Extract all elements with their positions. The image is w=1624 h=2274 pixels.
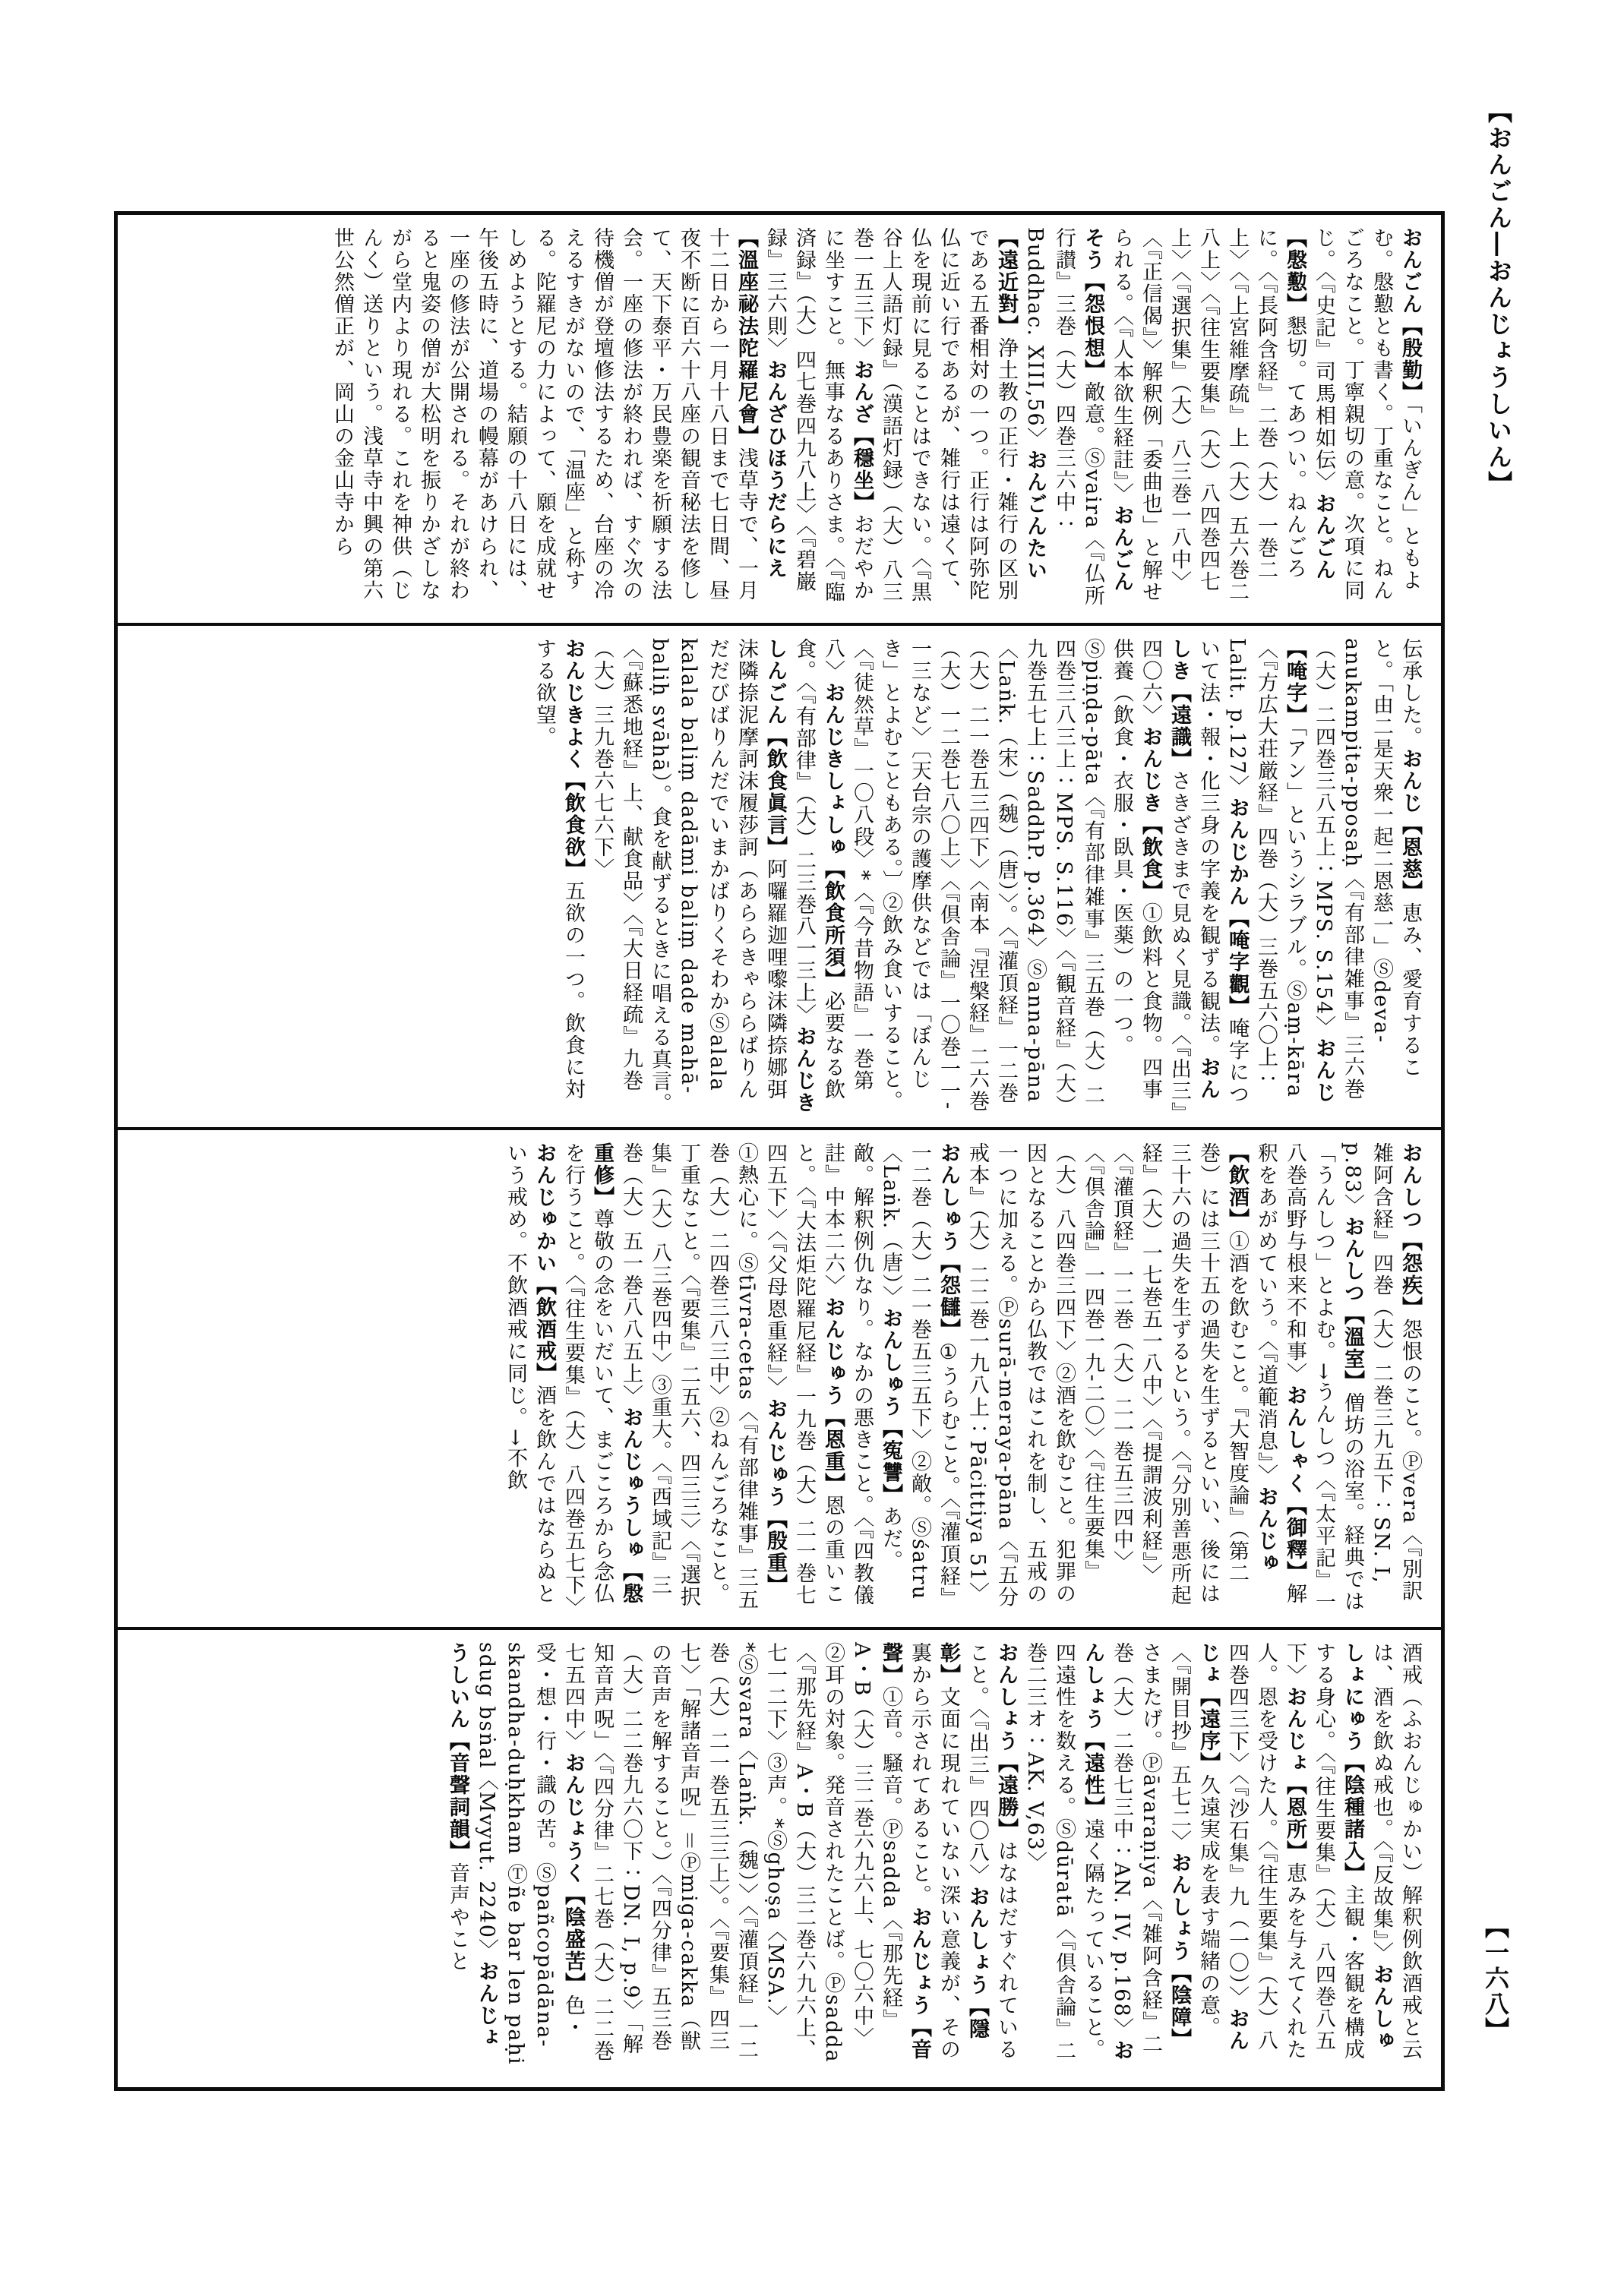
- entry-headword: おんじ【恩慈】: [1398, 748, 1422, 902]
- entry-body: 必要なる飲食。〈『有部律』（大）二三巻八一三上〉: [792, 638, 845, 1101]
- entry-body: 音声やこと: [446, 1862, 469, 1972]
- entry-body: 唵字について法・報・化三身の字義を観ずる観法。: [1196, 638, 1249, 1106]
- entry-headword: おんごん【慇懃】: [1283, 227, 1335, 581]
- entry-body: 久遠実成を表す端緒の意。〈『開目抄』五七二〉: [1167, 1642, 1220, 2039]
- entry-headword: おんじゅう【殷重】: [763, 1398, 787, 1597]
- entry-body: 怨恨のこと。Ⓟvera〈『別訳雑阿含経』四巻（大）二巻三九五下：SN. I, p.83〉: [1341, 1142, 1422, 1603]
- entry-headword: おんざ【穩坐】: [850, 359, 874, 513]
- entry-headword: おんしゅしょにゅう【陰種諸入】: [1341, 1642, 1393, 2052]
- entry-headword: おんじゅう【恩重】: [821, 1296, 845, 1495]
- entry-headword: おんしゅう【怨讎】: [937, 1142, 960, 1341]
- entry-headword: おんしょう【隱彰】: [937, 1642, 989, 2040]
- entry-body: おだやかに坐すこと。無事なるありさま。〈『臨済録』（大）四七巻四九八上〉〈『碧巌録』三六則〉: [763, 227, 874, 603]
- entry-headword: おんじょ【恩所】: [1283, 1686, 1306, 1862]
- entry-headword: おんしつ【溫室】: [1341, 1216, 1364, 1393]
- dictionary-entry: [330, 227, 787, 602]
- entry-headword: おんしつ【怨疾】: [1398, 1142, 1422, 1319]
- entry-headword: おんじゅかい【飲酒戒】: [532, 1142, 556, 1385]
- entry-headword: おんごんそう【怨恨想】: [1081, 227, 1133, 593]
- entry-body: 尊敬の念をいだいて、まごころから念仏を行うこと。〈『往生要集』（大）八四巻五七下〉: [561, 1142, 614, 1619]
- dictionary-entry: [1110, 227, 1335, 603]
- entry-body: さまたげ。Ⓟāvaraṇiya〈『雑阿含経』二巻（大）二巻七三中：AN. IV, p.168〉: [1110, 1642, 1162, 2056]
- page-number: 【一六八】: [1481, 1914, 1510, 2043]
- entry-body: 恵み、愛育すること。「由二是天衆一起二恩慈一」Ⓢdeva-anukampita-pposaḥ〈『有部律雑事』三六巻（大）二四巻三八五上：MPS. S.154〉: [1312, 638, 1422, 1101]
- entry-headword: おんじ【唵字】: [1283, 638, 1335, 1104]
- dictionary-entry: [532, 638, 585, 1101]
- entry-body: 僧坊の浴室。経典では「うんしつ」とよむ。→うんしつ〈『太平記』一八巻高野与根来不和事〉: [1283, 1142, 1364, 1614]
- entry-headword: おんごんたい【遠近對】: [994, 227, 1047, 582]
- page-guide-words: 【おんごん―おんじょうしいん】: [1484, 99, 1513, 497]
- entry-body: あだ。敵。解釈例仇なり。なかの悪きこと。〈『四教儀註』中本二六〉: [821, 1142, 902, 1606]
- entry-body: ①熱心に。Ⓢtīvra-cetas〈『有部律雑事』三五巻（大）二四巻三八三中〉②ねんごろなこと。丁重なこと。〈『要集』二五六、四三三〉〈『選択集』（大）八三巻四中〉③重大。〈『西域記』三巻（大）五一巻八八五上〉: [619, 1142, 758, 1612]
- entry-headword: おんしょう【遠勝】: [994, 1642, 1018, 1840]
- dictionary-entry: [850, 227, 1047, 603]
- dictionary-entry: [1398, 638, 1422, 748]
- entry-body: 色・受・想・行・識の苦。Ⓢpañcopādāna-skandha-duḥkham Ⓣñe bar len paḥi sdug bsṅal〈Mvyut. 2240〉: [475, 1642, 585, 2066]
- entry-headword: おんじゅうしゅ【慇重修】: [590, 1142, 643, 1605]
- entry-headword: おんじょうく【陰盛苦】: [561, 1752, 585, 1994]
- entry-headword: おんごん【殷勤】: [1398, 227, 1422, 403]
- dictionary-band-1: [118, 215, 1441, 623]
- entry-body: さきざきまで見ぬく見識。〈『出三』四〇六〉: [1139, 638, 1191, 1114]
- entry-body: 阿囉羅迦哩嚟沫隣捺娜弭沫隣捺泥摩訶沫履莎訶（あららきゃららばりんだだびばりんだでいまかばりくそわかⓈalala kalala baliṃ dadāmi baliṃ dade mahā-baliḥ svāhā）。食を献ずるときに唱える真言。〈『蘇悉地経』上、献食品〉〈『大日経疏』九巻（大）三九巻六七六下〉: [590, 638, 787, 1115]
- entry-headword: おんじきしんごん【飲食眞言】: [763, 638, 816, 1114]
- entry-headword: おんしょう【遠性】: [1081, 1642, 1133, 2062]
- dictionary-entry: [619, 1142, 787, 1611]
- entry-body: 酒を飲んではならぬという戒め。不飲酒戒に同じ。→不飲: [504, 1142, 556, 1605]
- entry-headword: おんざひほうだらにえ【溫座祕法陀羅尼會】: [735, 227, 787, 580]
- dictionary-entry: [561, 1642, 931, 2064]
- entry-body: 恵みを与えてくれた人。恩を受けた人。〈『往生要集』（大）八四巻四三下〉〈『沙石集』九（一〇）〉: [1225, 1642, 1306, 2061]
- dictionary-entry: [504, 1142, 556, 1605]
- dictionary-entry: [965, 1142, 1278, 1609]
- entry-body: ①音。騒音。Ⓟsadda〈『那先経』A・B（大）三二巻六九六上、七〇六中〉②耳の対象。発音されたことば。Ⓟsadda〈『那先経』A・B（大）三二巻六九六上、七一二下〉③声。*Ⓢghoṣa〈MSA.〉*Ⓢsvara〈Laṅk.（魏）〉〈『灌頂経』一二巻（大）二一巻五三三上〉。〈『要集』四三七〉「解諸音声呪」＝Ⓟmiga-cakka（獣の音声を解すること。）〈『四分律』五三巻（大）二二巻九六〇下：DN. I, p.9〉「解知音声呪」〈『四分律』二七巻（大）二二巻七五四中〉: [561, 1642, 902, 2064]
- entry-body: ①飲料と食物。四事供養（飲食・衣服・臥具・医薬）の一つ。Ⓢpiṇḍa-pāta〈『有部律雑事』三五巻（大）二四巻三八三上：MPS. S.116〉〈『観音経』（大）九巻五七上：SaddhP. p.364〉Ⓢanna-pāna〈Laṅk.（宋）（魏）（唐）〉。〈『灌頂経』一二巻（大）二一巻五三四下〉〈南本『涅槃経』二六巻（大）一二巻七八〇上〉〈『倶舎論』一〇巻一一-一三など〉〔天台宗の護摩供などでは「ぼんじき」とよむこともある。〕②飲み食いすること。〈『徒然草』一〇八段〉*〈『今昔物語』一巻第八〉: [821, 638, 1162, 1113]
- entry-headword: おんしゅう【寃讐】: [879, 1307, 902, 1506]
- dictionary-entry: [821, 638, 1162, 1113]
- entry-body: 恩の重いこと。〈『大法炬陀羅尼経』一九巻（大）二一巻七四五下〉〈『父母恩重経』〉: [763, 1142, 845, 1606]
- entry-body: 酒戒（ふおんじゅかい）解釈例飲酒戒と云は、酒を飲ぬ戒也。〈『反故集』〉: [1370, 1642, 1422, 2061]
- entry-body: 文面に現れていない深い意義が、その裏から示されてあること。: [908, 1642, 960, 2061]
- entry-body: 浄土教の正行・雑行の区別である五番相対の一つ。正行は阿弥陀仏に近い行であるが、雑行は遠くて、仏を現前に見ることはできない。〈『黒谷上人語灯録』（漢語灯録）（大）八三巻一五三下〉: [850, 227, 1018, 603]
- entry-headword: おんしゃく【御釋】: [1283, 1385, 1306, 1583]
- entry-body: ①酒を飲むこと。『大智度論』（第二巻）には三十五の過失を生ずるといい、後には三十六の過失を生ずるという。〈『分別善悪所起経』（大）一七巻五一八中〉〈『提謂波利経』〉〈『灌頂経』一二巻（大）二一巻五三四中〉〈『倶舎論』一四巻一九-二〇〉〈『往生要集』（大）八四巻三四下〉②酒を飲むこと。犯罪の因となることから仏教ではこれを制し、五戒の一つに加える。Ⓟsurā-meraya-pāna〈『五分戒本』（大）二二巻一九八上：Pācittiya 51〉: [965, 1142, 1249, 1609]
- entry-body: 遠く隔たっていること。四遠性を数える。Ⓢdūratā〈『倶舎論』二巻二三オ：AK. V,63〉: [1023, 1642, 1104, 2063]
- entry-body: 敵意。Ⓢvaira〈『仏所行讃』三巻（大）四巻三六中：Buddhac. XIII,56〉: [1023, 227, 1104, 608]
- entry-body: 「いんぎん」ともよむ。慇懃とも書く。丁重なこと。ねんごろなこと。丁寧親切の意。次項に同じ。〈『史記』司馬相如伝〉: [1312, 227, 1422, 602]
- dictionary-band-3: [118, 1127, 1441, 1627]
- entry-body: はなはだすぐれていること。〈『出三』四〇八〉: [965, 1642, 1018, 2061]
- entry-body: 解釈をあがめていう。〈『道範消息』〉: [1254, 1142, 1306, 1605]
- dictionary-band-2: [118, 623, 1441, 1127]
- entry-body: ①うらむこと。〈『灌頂経』一二巻（大）二一巻五三五下〉②敵。Ⓢśatru〈Laṅk.（唐）〉: [879, 1142, 960, 1609]
- dictionary-entry: [590, 638, 816, 1115]
- entry-headword: おんじきしょしゅ【飲食所須】: [821, 682, 845, 990]
- entry-headword: おんしき【遠識】: [1167, 638, 1220, 1101]
- entry-body: 伝承した。: [1398, 638, 1422, 748]
- entry-body: 浅草寺で、一月十二日から一月十八日まで七日間、昼夜不断に百六十八座の観音秘法を修して、天下泰平・万民豊楽を祈願する法会。一座の修法が終われば、すぐ次の待機僧が登壇修法するため、台座の冷えるすきがないので、「温座」と称する。陀羅尼の力によって、願を成就せしめようとする。結願の十八日には、午後五時に、道場の幔幕があけられ、一座の修法が公開される。それが終わると鬼姿の僧が大松明を振りかざしながら堂内より現れる。これを神供（じんく）送りという。浅草寺中興の第六世公然僧正が、岡山の金山寺から: [330, 227, 758, 602]
- entry-body: 懇切。てあつい。ねんごろに。〈『長阿含経』二巻（大）一巻二上〉〈『上宮維摩疏』上（大）五六巻二八上〉〈『往生要集』（大）八四巻四七上〉〈『選択集』（大）八三巻一八中〉〈『正信偈』〉解釈例「委曲也」と解せられる。〈『人本欲生経註』〉: [1110, 227, 1306, 603]
- entry-headword: おんじゅ【飲酒】: [1225, 1142, 1278, 1574]
- entry-body: 主観・客観を構成する身心。〈『往生要集』（大）八四巻八五下〉: [1283, 1642, 1364, 2061]
- entry-headword: おんじょ【遠序】: [1196, 1642, 1249, 2052]
- entry-headword: おんじょう【音聲】: [879, 1642, 931, 2061]
- entry-headword: おんじき【飲食】: [1139, 726, 1162, 902]
- dictionary-entry: [1225, 1642, 1306, 2061]
- entry-headword: おんじかん【唵字觀】: [1225, 797, 1249, 1018]
- entry-headword: おんじきよく【飲食欲】: [561, 638, 585, 880]
- entry-headword: おんじょうしいん【音聲詞韻】: [446, 1642, 498, 2049]
- entry-body: 「アン」というシラブル。Ⓢaṃ-kāra〈『方広大荘厳経』四巻（大）三巻五六〇上：Lalit. p.127〉: [1225, 638, 1306, 1098]
- dictionary-content-box: [114, 211, 1445, 2091]
- dictionary-band-4: [118, 1627, 1441, 2078]
- entry-headword: おんしょう【陰障】: [1167, 1852, 1191, 2051]
- entry-body: 五欲の一つ。飲食に対する欲望。: [532, 638, 585, 1101]
